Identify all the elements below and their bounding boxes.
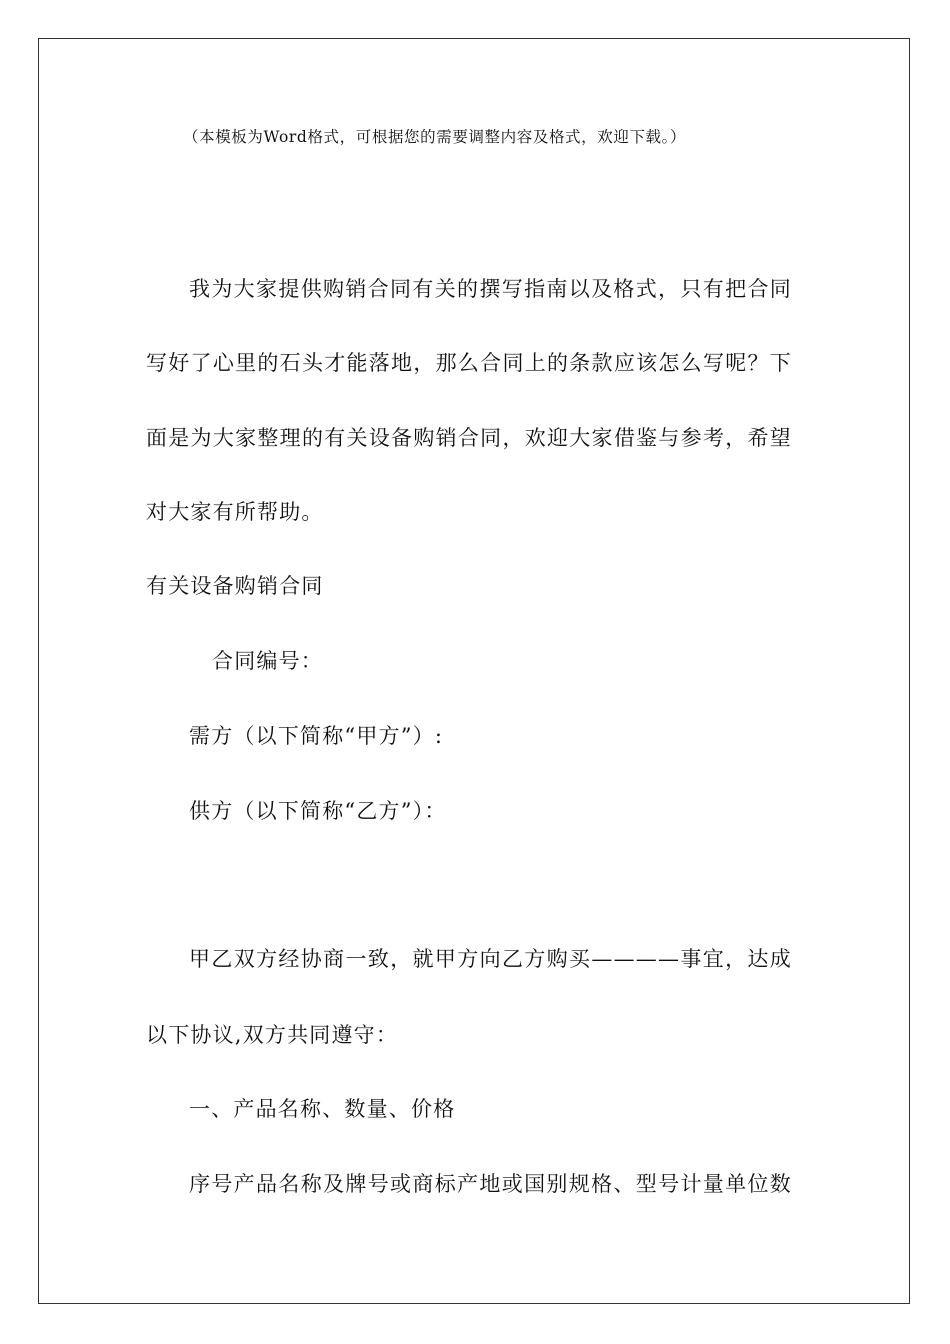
agreement-line-1: 甲乙双方经协商一致，就甲方向乙方购买————事宜，达成 (189, 947, 792, 971)
section-1-heading: 一、产品名称、数量、价格 (189, 1097, 456, 1121)
table-header-line: 序号产品名称及牌号或商标产地或国别规格、型号计量单位数 (189, 1172, 792, 1196)
intro-line-3: 面是为大家整理的有关设备购销合同，欢迎大家借鉴与参考，希望 (146, 426, 792, 450)
seller-label: 供方（以下简称“乙方”）： (189, 799, 447, 823)
intro-line-4: 对大家有所帮助。 (146, 500, 324, 524)
intro-line-1: 我为大家提供购销合同有关的撰写指南以及格式，只有把合同 (189, 277, 792, 301)
buyer-label: 需方（以下简称“甲方”）: (189, 724, 444, 748)
contract-title: 有关设备购销合同 (146, 574, 324, 598)
template-notice: （本模板为Word格式，可根据您的需要调整内容及格式，欢迎下载。） (183, 128, 687, 146)
page-border (38, 38, 910, 1304)
contract-number-label: 合同编号： (212, 649, 323, 673)
agreement-line-2: 以下协议,双方共同遵守： (146, 1023, 399, 1047)
intro-line-2: 写好了心里的石头才能落地，那么合同上的条款应该怎么写呢？下 (146, 351, 792, 375)
